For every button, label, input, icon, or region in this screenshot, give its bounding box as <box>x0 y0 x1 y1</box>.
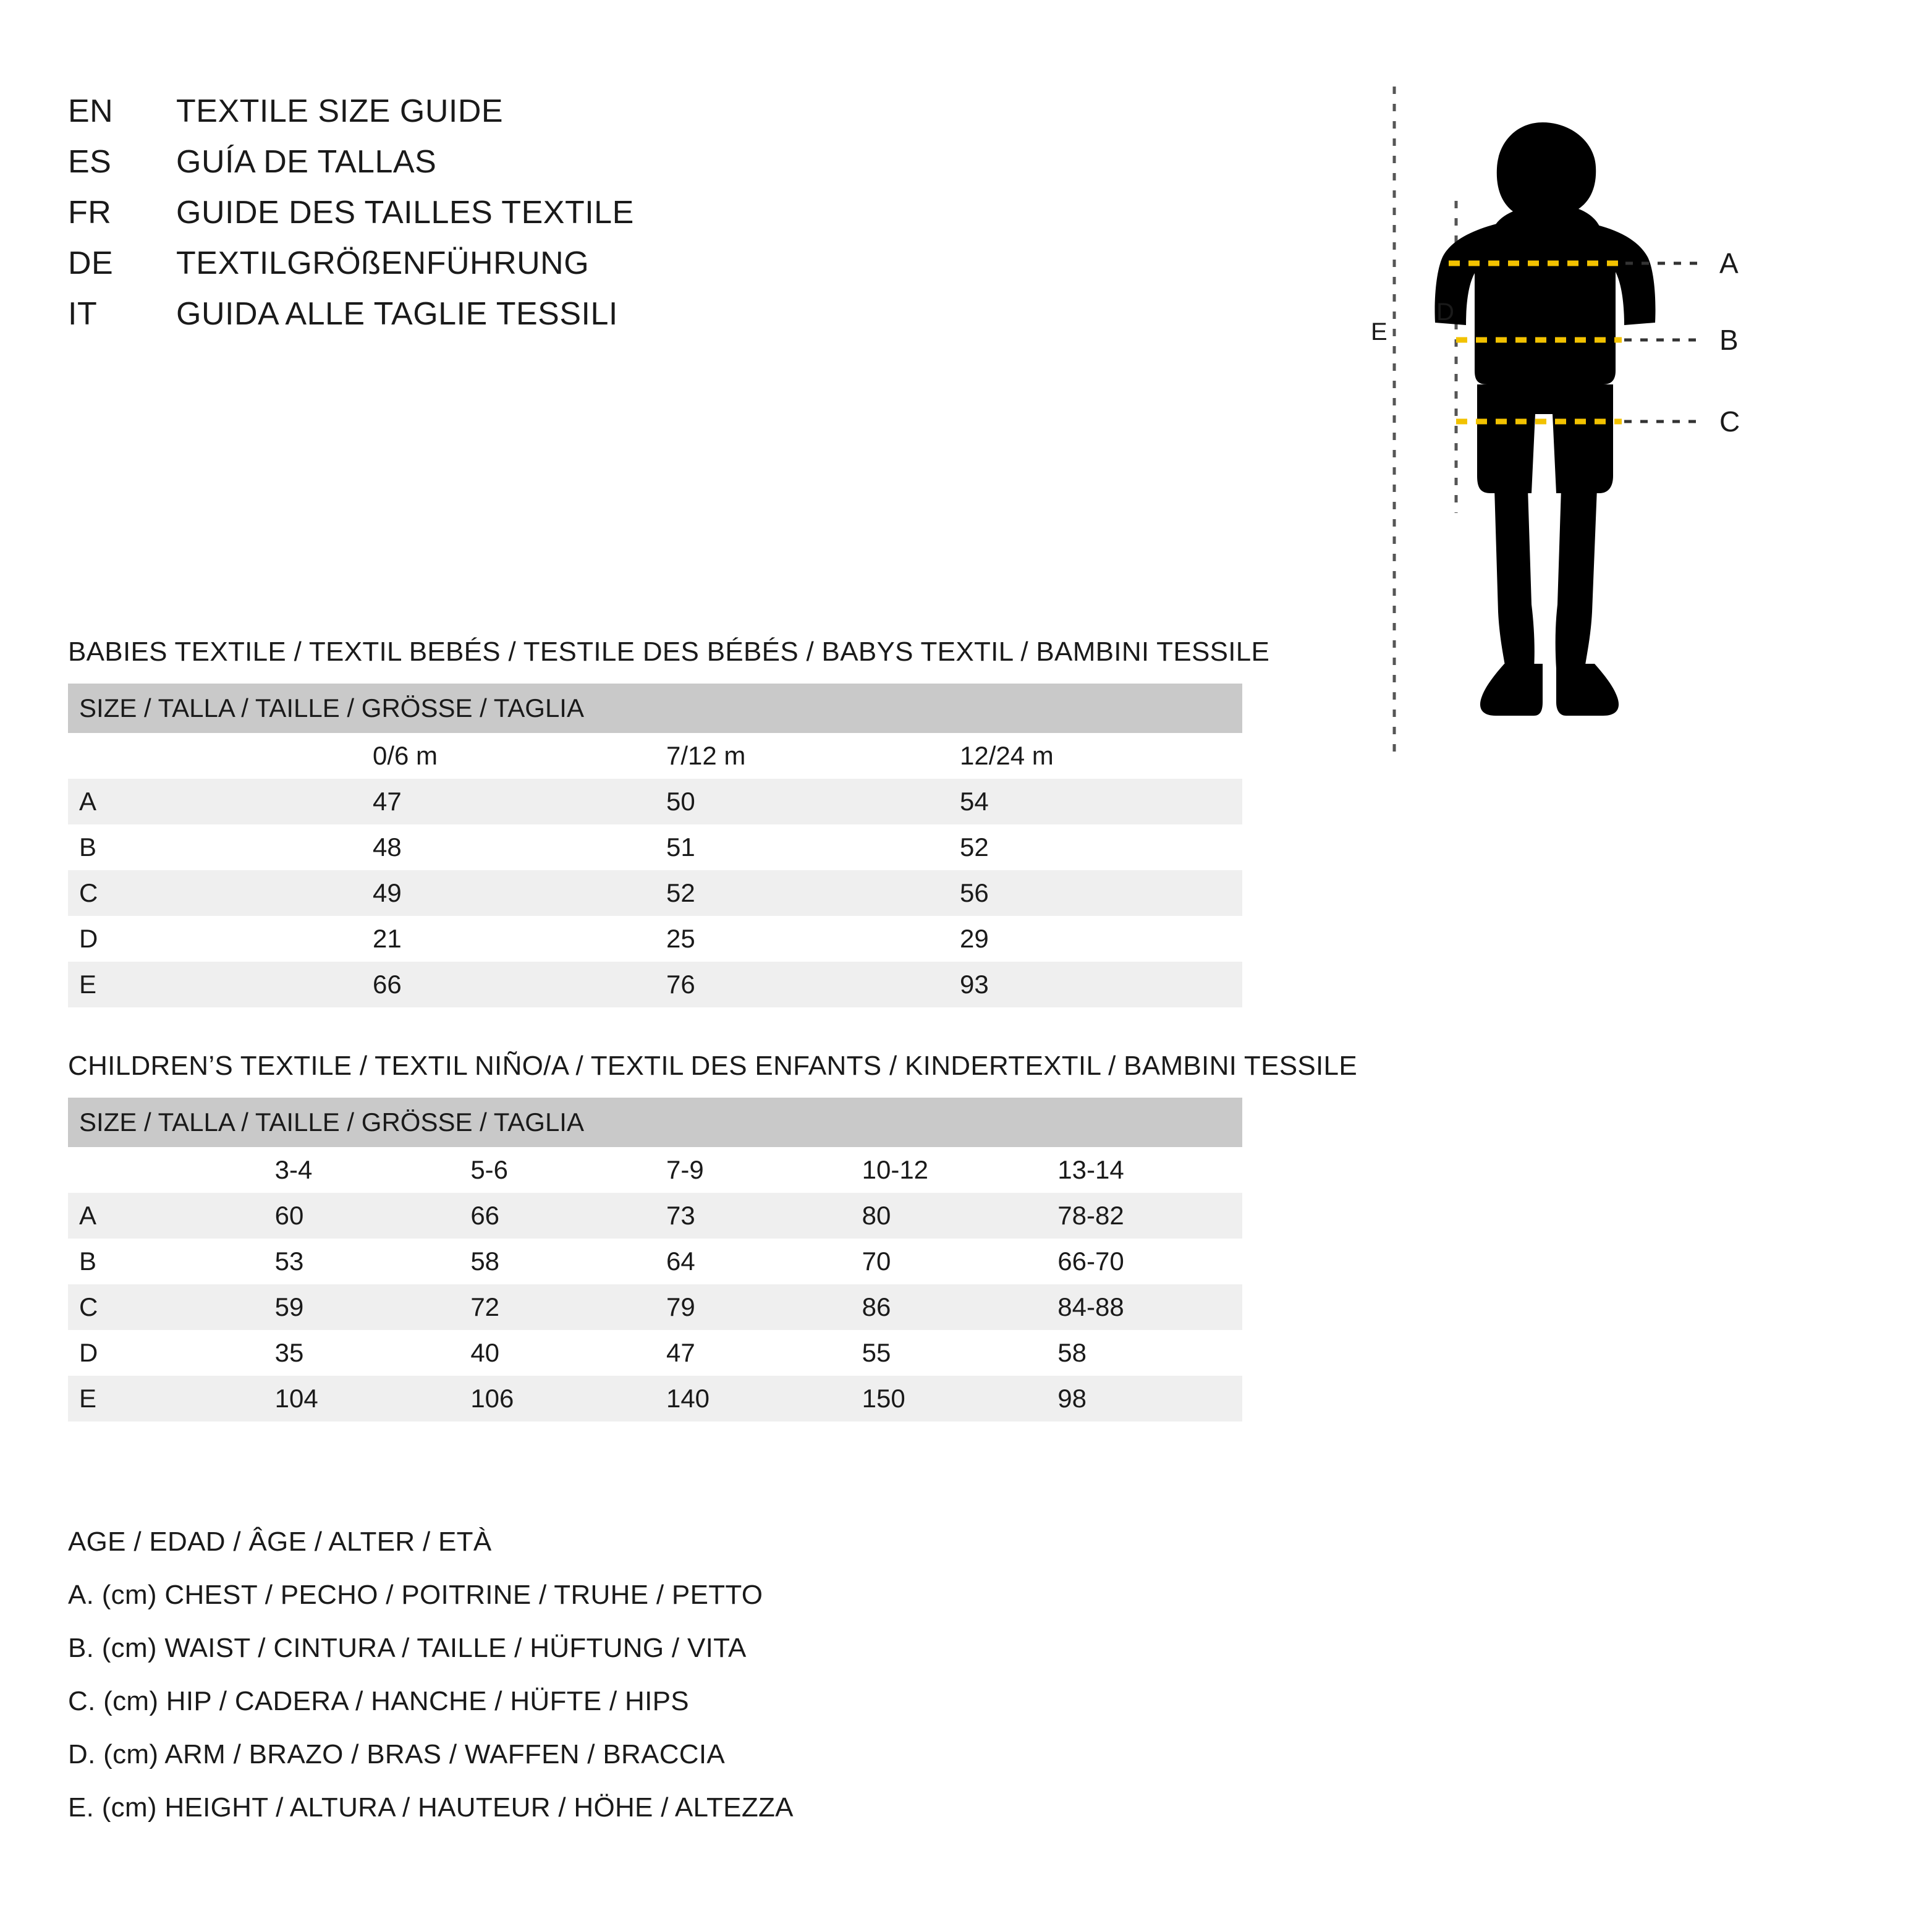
row-value: 140 <box>655 1376 851 1421</box>
babies-column-header: 12/24 m <box>949 733 1242 779</box>
legend-line-e: E. (cm) HEIGHT / ALTURA / HAUTEUR / HÖHE / ALTEZZA <box>68 1792 794 1823</box>
row-value: 80 <box>851 1193 1047 1239</box>
row-value: 49 <box>362 870 655 916</box>
children-size-table <box>68 1098 1242 1421</box>
row-value: 79 <box>655 1284 851 1330</box>
language-row <box>68 143 1242 180</box>
language-label: GUIDA ALLE TAGLIE TESSILI <box>176 296 618 332</box>
marker-label-a: A <box>1719 247 1739 279</box>
marker-label-d: D <box>1436 299 1454 326</box>
language-row <box>68 245 1242 282</box>
table-row <box>68 1239 1242 1284</box>
row-label: E <box>68 1376 264 1421</box>
row-value: 48 <box>362 824 655 870</box>
babies-column-header: 0/6 m <box>362 733 655 779</box>
row-label: A <box>68 1193 264 1239</box>
legend-line-d: D. (cm) ARM / BRAZO / BRAS / WAFFEN / BRACCIA <box>68 1739 726 1769</box>
table-row <box>68 1284 1242 1330</box>
row-label: B <box>68 1239 264 1284</box>
table-row <box>68 870 1242 916</box>
table-row <box>68 962 1242 1007</box>
row-label: C <box>68 1284 264 1330</box>
row-value: 98 <box>1046 1376 1242 1421</box>
row-value: 59 <box>264 1284 460 1330</box>
row-label: D <box>68 916 362 962</box>
row-value: 55 <box>851 1330 1047 1376</box>
row-value: 56 <box>949 870 1242 916</box>
marker-label-b: B <box>1719 324 1739 356</box>
row-value: 53 <box>264 1239 460 1284</box>
language-title-block <box>68 93 1242 346</box>
children-column-row <box>68 1147 1242 1193</box>
language-row <box>68 93 1242 130</box>
table-row <box>68 1193 1242 1239</box>
table-row <box>68 824 1242 870</box>
row-label: A <box>68 779 362 824</box>
language-code: DE <box>68 245 114 281</box>
row-value: 104 <box>264 1376 460 1421</box>
row-value: 72 <box>459 1284 655 1330</box>
row-value: 58 <box>1046 1330 1242 1376</box>
row-value: 64 <box>655 1239 851 1284</box>
row-value: 52 <box>949 824 1242 870</box>
row-label: E <box>68 962 362 1007</box>
legend-line-a: A. (cm) CHEST / PECHO / POITRINE / TRUHE / PETTO <box>68 1580 763 1610</box>
legend-line-age: AGE / EDAD / ÂGE / ALTER / ETÀ <box>68 1527 492 1557</box>
row-value: 47 <box>362 779 655 824</box>
row-value: 93 <box>949 962 1242 1007</box>
row-value: 86 <box>851 1284 1047 1330</box>
children-column-header: 10-12 <box>851 1147 1047 1193</box>
row-value: 25 <box>655 916 949 962</box>
row-value: 21 <box>362 916 655 962</box>
children-column-header: 7-9 <box>655 1147 851 1193</box>
language-code: ES <box>68 144 112 180</box>
babies-table-header-row <box>68 684 1242 733</box>
children-section-title: CHILDREN’S TEXTILE / TEXTIL NIÑO/A / TEXTIL DES ENFANTS / KINDERTEXTIL / BAMBINI TESSILE <box>68 1051 1357 1081</box>
row-value: 47 <box>655 1330 851 1376</box>
table-row <box>68 916 1242 962</box>
babies-column-row <box>68 733 1242 779</box>
marker-label-e: E <box>1371 318 1388 345</box>
babies-section-title: BABIES TEXTILE / TEXTIL BEBÉS / TESTILE DES BÉBÉS / BABYS TEXTIL / BAMBINI TESSILE <box>68 637 1270 667</box>
row-value: 78-82 <box>1046 1193 1242 1239</box>
measurement-figure <box>1357 80 1839 766</box>
language-code: IT <box>68 296 98 332</box>
babies-column-header: 7/12 m <box>655 733 949 779</box>
row-value: 76 <box>655 962 949 1007</box>
row-label: D <box>68 1330 264 1376</box>
babies-size-table <box>68 684 1242 1007</box>
row-value: 60 <box>264 1193 460 1239</box>
row-label: C <box>68 870 362 916</box>
row-value: 70 <box>851 1239 1047 1284</box>
language-label: GUIDE DES TAILLES TEXTILE <box>176 195 634 231</box>
children-column-header: 13-14 <box>1046 1147 1242 1193</box>
children-section <box>68 1051 1357 1421</box>
empty-corner-cell <box>68 733 362 779</box>
row-value: 51 <box>655 824 949 870</box>
language-row <box>68 295 1242 333</box>
row-value: 84-88 <box>1046 1284 1242 1330</box>
language-code: FR <box>68 195 112 231</box>
row-value: 66 <box>459 1193 655 1239</box>
table-row <box>68 779 1242 824</box>
row-label: B <box>68 824 362 870</box>
babies-table-header: SIZE / TALLA / TAILLE / GRÖSSE / TAGLIA <box>68 684 1242 733</box>
legend-line-b: B. (cm) WAIST / CINTURA / TAILLE / HÜFTUNG / VITA <box>68 1633 747 1663</box>
row-value: 150 <box>851 1376 1047 1421</box>
row-value: 29 <box>949 916 1242 962</box>
legend-line-c: C. (cm) HIP / CADERA / HANCHE / HÜFTE / HIPS <box>68 1686 689 1716</box>
babies-section <box>68 637 1270 1007</box>
children-table-header: SIZE / TALLA / TAILLE / GRÖSSE / TAGLIA <box>68 1098 1242 1147</box>
row-value: 58 <box>459 1239 655 1284</box>
children-table-header-row <box>68 1098 1242 1147</box>
row-value: 106 <box>459 1376 655 1421</box>
measurement-legend <box>68 1527 1428 1845</box>
children-column-header: 5-6 <box>459 1147 655 1193</box>
language-row <box>68 194 1242 231</box>
row-value: 73 <box>655 1193 851 1239</box>
row-value: 35 <box>264 1330 460 1376</box>
table-row <box>68 1330 1242 1376</box>
language-code: EN <box>68 93 114 129</box>
row-value: 54 <box>949 779 1242 824</box>
row-value: 66 <box>362 962 655 1007</box>
language-label: GUÍA DE TALLAS <box>176 144 437 180</box>
marker-label-c: C <box>1719 405 1740 438</box>
children-column-header: 3-4 <box>264 1147 460 1193</box>
row-value: 66-70 <box>1046 1239 1242 1284</box>
language-label: TEXTILGRÖßENFÜHRUNG <box>176 245 590 281</box>
table-row <box>68 1376 1242 1421</box>
language-label: TEXTILE SIZE GUIDE <box>176 93 504 129</box>
row-value: 50 <box>655 779 949 824</box>
empty-corner-cell <box>68 1147 264 1193</box>
row-value: 40 <box>459 1330 655 1376</box>
row-value: 52 <box>655 870 949 916</box>
